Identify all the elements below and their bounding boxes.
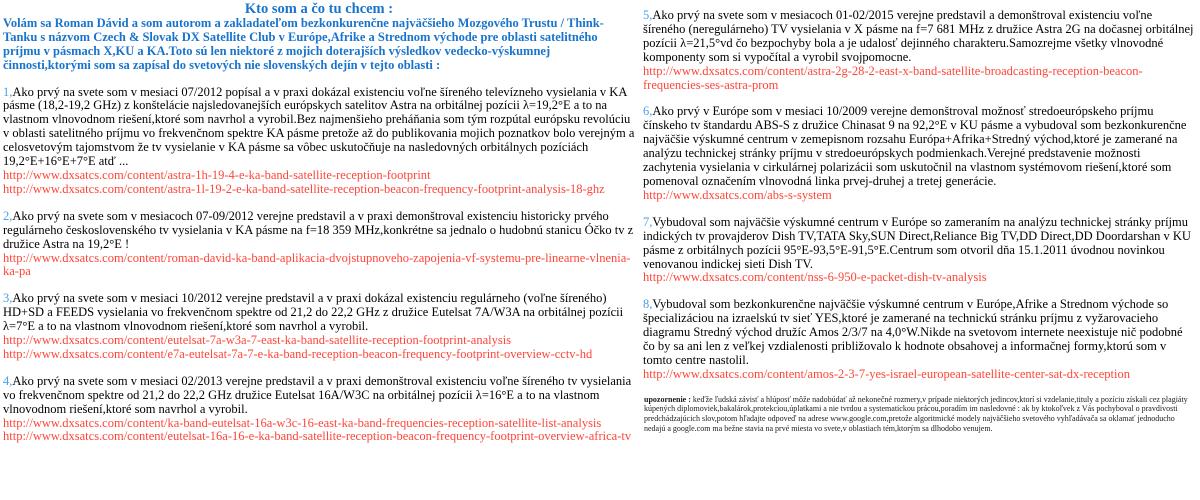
item-text: Ako prvý na svete som v mesiaci 07/2012 popísal a v praxi dokázal existenciu voľne šíreného televízneho vysielania v KA pásme (18,2-19,2 GHz) z konštelácie najsledovanejších európskych satelitov Astra na orbitálnej pozícii λ=19,2°E a to na vlastnom vlnovodnom riešení,ktoré som navrhol a vyrobil.Bez najmenšieho preháňania som tým rozpútal európsku revolúciu v oblasti satelitného príjmu vo frekvenčnom spektre KA pásme pretože až do publikovania mojich poznatkov bolo verejným a celosvetovým tajomstvom že tv vysielanie v KA pásme sa vôbec uskutočňuje na nasledovných orbitálnych pozíciách 19,2°E+16°E+7°E atď ... [3, 84, 635, 169]
achievement-item-3 [3, 292, 635, 362]
item-link[interactable]: http://www.dxsatcs.com/content/astra-1l-19-2-e-ka-band-satellite-reception-beacon-frequency-footprint-analysis-18-ghz [3, 181, 605, 196]
achievement-item-7 [643, 216, 1195, 286]
achievement-item-2 [3, 210, 635, 280]
item-text: Vybudoval som najväčšie výskumné centrum v Európe so zameraním na analýzu technickej stránky príjmu indických tv provajderov Dish TV,TATA Sky,SUN Direct,Reliance Big TV,DD Direct,DD Doordarshan v KU pásme z orbitálnych pozícii 95°E-93,5°E-91,5°E.Centrum som otvoril dňa 15.1.2011 úvodnou novinkou venovanou indickej sieti Dish TV. [643, 214, 1191, 271]
item-text: Ako prvý na svete som v mesiacoch 07-09/2012 verejne predstavil a v praxi demonštroval existenciu historicky prvého regulárneho československého tv vysielania v KA pásme na f=18 359 MHz,konkrétne sa jednalo o hudobnú stanicu Óčko tv z družice Astra na 19,2°E ! [3, 208, 634, 251]
item-text: Ako prvý na svete som v mesiaci 02/2013 verejne predstavil a v praxi demonštroval existenciu voľne šíreného tv vysielania vo frekvenčnom spektre od 21,2 do 22,2 GHz družice Eutelsat 16A/W3C na orbitálnej pozícii λ=16°E a to na vlastnom vlnovodnom riešení,ktoré som navrhol a vyrobil. [3, 373, 632, 416]
item-link[interactable]: http://www.dxsatcs.com/content/e7a-eutelsat-7a-7-e-ka-band-reception-beacon-frequency-footprint-overview-cctv-hd [3, 346, 593, 361]
item-link[interactable]: http://www.dxsatcs.com/content/roman-david-ka-band-aplikacia-dvojstupnoveho-zapojenia-vf-systemu-pre-linearne-vlnenia-ka-pa [3, 250, 631, 279]
item-link[interactable]: http://www.dxsatcs.com/content/eutelsat-7a-w3a-7-east-ka-band-satellite-reception-footprint-analysis [3, 333, 512, 348]
achievement-item-1 [3, 86, 635, 197]
item-number: 6, [643, 104, 653, 119]
item-text: Vybudoval som bezkonkurenčne najväčšie výskumné centrum v Európe,Afrike a Strednom východe so špecializáciou na izraelskú tv sieť YES,ktoré je zamerané na technickú stránku príjmu z vyžarovacieho diagramu Stredný východ družíc Amos 2/3/7 na 4,0°W.Nikde na svetovom internete neexistuje nič podobné čo by sa ani len z veľkej vzdialenosti približovalo k hodnote obsahovej a informačnej formy,ktorú som v tomto centre nastolil. [643, 297, 1183, 367]
item-number: 5, [643, 8, 653, 22]
item-link[interactable]: http://www.dxsatcs.com/content/eutelsat-16a-16-e-ka-band-satellite-reception-beacon-frequency-footprint-overview-africa-tv [3, 429, 632, 444]
item-link[interactable]: http://www.dxsatcs.com/content/amos-2-3-7-yes-israel-european-satellite-center-sat-dx-reception [643, 366, 1130, 381]
item-text: Ako prvý na svete som v mesiacoch 01-02/2015 verejne predstavil a demonštroval existenciu voľne šíreného (neregulárneho) TV vysielania v X pásme na f=7 681 MHz z družice Astra 2G na dočasnej orbitálnej pozícii λ=21,5°vd čo bezpochyby bola a je udalosť dejinného charakteru.Samozrejme všetky vlnovodné komponenty som si vypočítal a vyrobil svojpomocne. [643, 8, 1194, 64]
item-link[interactable]: http://www.dxsatcs.com/content/nss-6-950-e-packet-dish-tv-analysis [643, 270, 987, 285]
item-link[interactable]: http://www.dxsatcs.com/abs-s-system [643, 187, 832, 202]
item-number: 7, [643, 214, 653, 229]
column-left [3, 2, 635, 457]
footnote-text: keďže ľudská závisť a hlúposť môže nadobúdať až nekonečné rozmery,v prípade niektorých jedincov,ktorí si vzdelanie,tituly a pozíciu získali cez plagiáty kúpených diplomoviek,bakalárok,protekciou,úplatkami a nie tvrdou a systematickou prácou,poradím im nasledovné : ak by ktokoľvek z Vás pochyboval o pravdivosti predchádzajúcich slov,potom hľadajte odpoveď na adrese www.google.com,pretože algoritmické modely najväčšieho svetového vyhľadávača sa oklamať jednoducho nedajú a google.com ma bežne stavia na prvé miesta vo svete,v oblastiach tém,ktorým sa dlhodobo venujem. [644, 394, 1188, 433]
item-number: 4, [3, 373, 13, 388]
footnote-label: upozornenie : [644, 394, 691, 404]
item-number: 8, [643, 297, 653, 312]
achievement-item-4 [3, 375, 635, 445]
footnote [644, 395, 1197, 433]
achievement-item-5 [643, 9, 1195, 92]
item-link[interactable]: http://www.dxsatcs.com/content/astra-2g-28-2-east-x-band-satellite-broadcasting-reception-beacon-frequencies-ses-astra-prom [643, 63, 1143, 92]
item-number: 3, [3, 291, 13, 306]
item-number: 2, [3, 208, 13, 223]
page-title: Kto som a čo tu chcem : [244, 1, 394, 17]
item-number: 1, [3, 84, 13, 99]
item-text: Ako prvý na svete som v mesiaci 10/2012 verejne predstavil a v praxi dokázal existenciu regulárneho (voľne šíreného) HD+SD a FEEDS vysielania vo frekvenčnom spektre od 21,2 do 22,2 GHz z družice Eutelsat 7A/W3A na orbitálnej pozícii λ=7°E a to na vlastnom vlnovodnom riešení,ktoré som navrhol a vyrobil. [3, 291, 624, 334]
achievement-item-8 [643, 298, 1195, 381]
item-text: Ako prvý v Európe som v mesiaci 10/2009 verejne demonštroval možnosť stredoeurópskeho príjmu čínskeho tv štandardu ABS-S z družice Chinasat 9 na 92,2°E v KU pásme a vybudoval som bezkonkurenčne najväčšie výskumné centrum v zemepisnom rozsahu Európa+Afrika+Stredný východ,ktoré je zamerané na analýzu technickej stránky príjmu v stredoeurópskych podmienkach.Verejné predstavenie možnosti zachytenia vysielania v cirkulárnej polarizácii som uskutočnil na vlastnom systémovom riešení,ktoré som pomenoval označením vlnovodná linka prvej-druhej a tretej generácie. [643, 104, 1187, 188]
item-link[interactable]: http://www.dxsatcs.com/content/ka-band-eutelsat-16a-w3c-16-east-ka-band-frequencies-reception-satellite-list-analysis [3, 415, 602, 430]
intro-paragraph: Volám sa Roman Dávid a som autorom a zakladateľom bezkonkurenčne najväčšieho Mozgového Trustu / Think-Tanku s názvom Czech & Slovak DX Satellite Club v Európe,Afrike a Strednom východe pre oblasti satelitného príjmu v pásmach X,KU a KA.Toto sú len niektoré z mojich doterajších výsledkov vedecko-výskumnej činnosti,ktorými som sa zapísal do svetových nie slovenských dejín v tejto oblasti : [3, 15, 604, 72]
achievement-item-6 [643, 105, 1195, 202]
column-right [643, 2, 1195, 457]
item-link[interactable]: http://www.dxsatcs.com/content/astra-1h-19-4-e-ka-band-satellite-reception-footprint [3, 167, 431, 182]
